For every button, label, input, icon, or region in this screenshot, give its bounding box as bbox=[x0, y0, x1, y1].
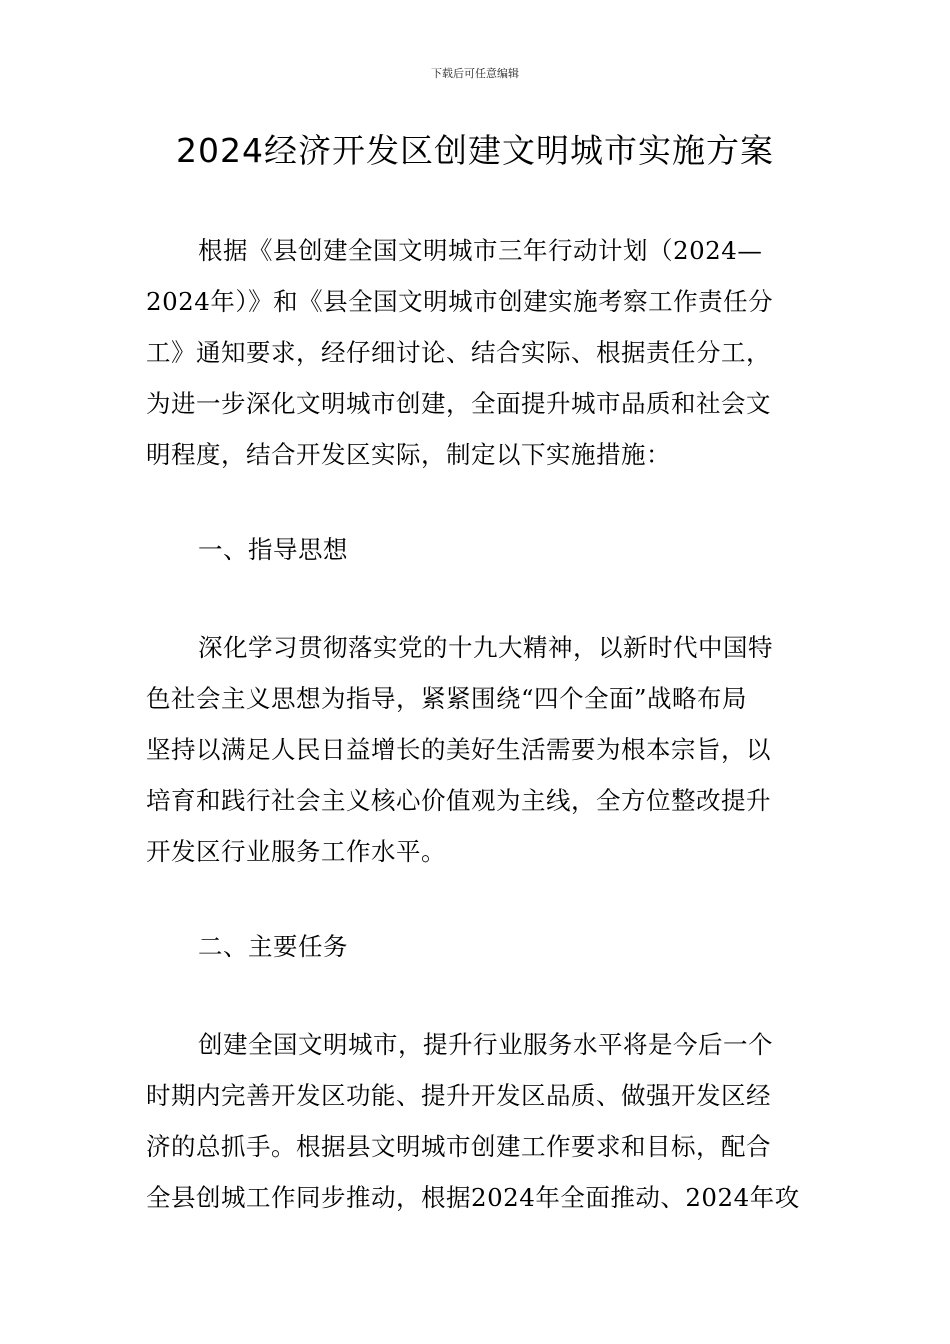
paragraph-line: 根据《县创建全国文明城市三年行动计划（2024— bbox=[198, 236, 763, 265]
paragraph-line: 全县创城工作同步推动，根据2024年全面推动、2024年攻 bbox=[146, 1183, 800, 1212]
paragraph-line: 工》通知要求，经仔细讨论、结合实际、根据责任分工， bbox=[146, 338, 771, 367]
document-title: 2024经济开发区创建文明城市实施方案 bbox=[176, 131, 774, 170]
section-heading-guiding-ideology bbox=[146, 524, 806, 575]
paragraph-line: 开发区行业服务工作水平。 bbox=[146, 837, 446, 866]
paragraph-line: 济的总抓手。根据县文明城市创建工作要求和目标，配合 bbox=[146, 1132, 771, 1161]
paragraph-line: 时期内完善开发区功能、提升开发区品质、做强开发区经 bbox=[146, 1081, 771, 1110]
paragraph-line: 坚持以满足人民日益增长的美好生活需要为根本宗旨，以 bbox=[146, 735, 771, 764]
paragraph-line: 明程度，结合开发区实际，制定以下实施措施： bbox=[146, 440, 671, 469]
paragraph-line: 培育和践行社会主义核心价值观为主线，全方位整改提升 bbox=[146, 786, 771, 815]
paragraph-line: 为进一步深化文明城市创建，全面提升城市品质和社会文 bbox=[146, 389, 771, 418]
paragraph-line: 深化学习贯彻落实党的十九大精神，以新时代中国特 bbox=[198, 633, 773, 662]
section-heading-text: 一、指导思想 bbox=[198, 535, 348, 564]
section-heading-text: 二、主要任务 bbox=[198, 932, 348, 961]
paragraph-line: 色社会主义思想为指导，紧紧围绕“四个全面”战略布局 bbox=[146, 684, 748, 713]
section-heading-main-tasks bbox=[146, 921, 806, 972]
paragraph-line: 2024年）》和《县全国文明城市创建实施考察工作责任分 bbox=[146, 287, 774, 316]
header-note: 下载后可任意编辑 bbox=[431, 67, 519, 80]
paragraph-main-tasks bbox=[146, 1019, 806, 1223]
paragraph-line: 创建全国文明城市，提升行业服务水平将是今后一个 bbox=[198, 1030, 773, 1059]
paragraph-intro bbox=[146, 225, 806, 480]
paragraph-guiding-ideology bbox=[146, 622, 806, 877]
